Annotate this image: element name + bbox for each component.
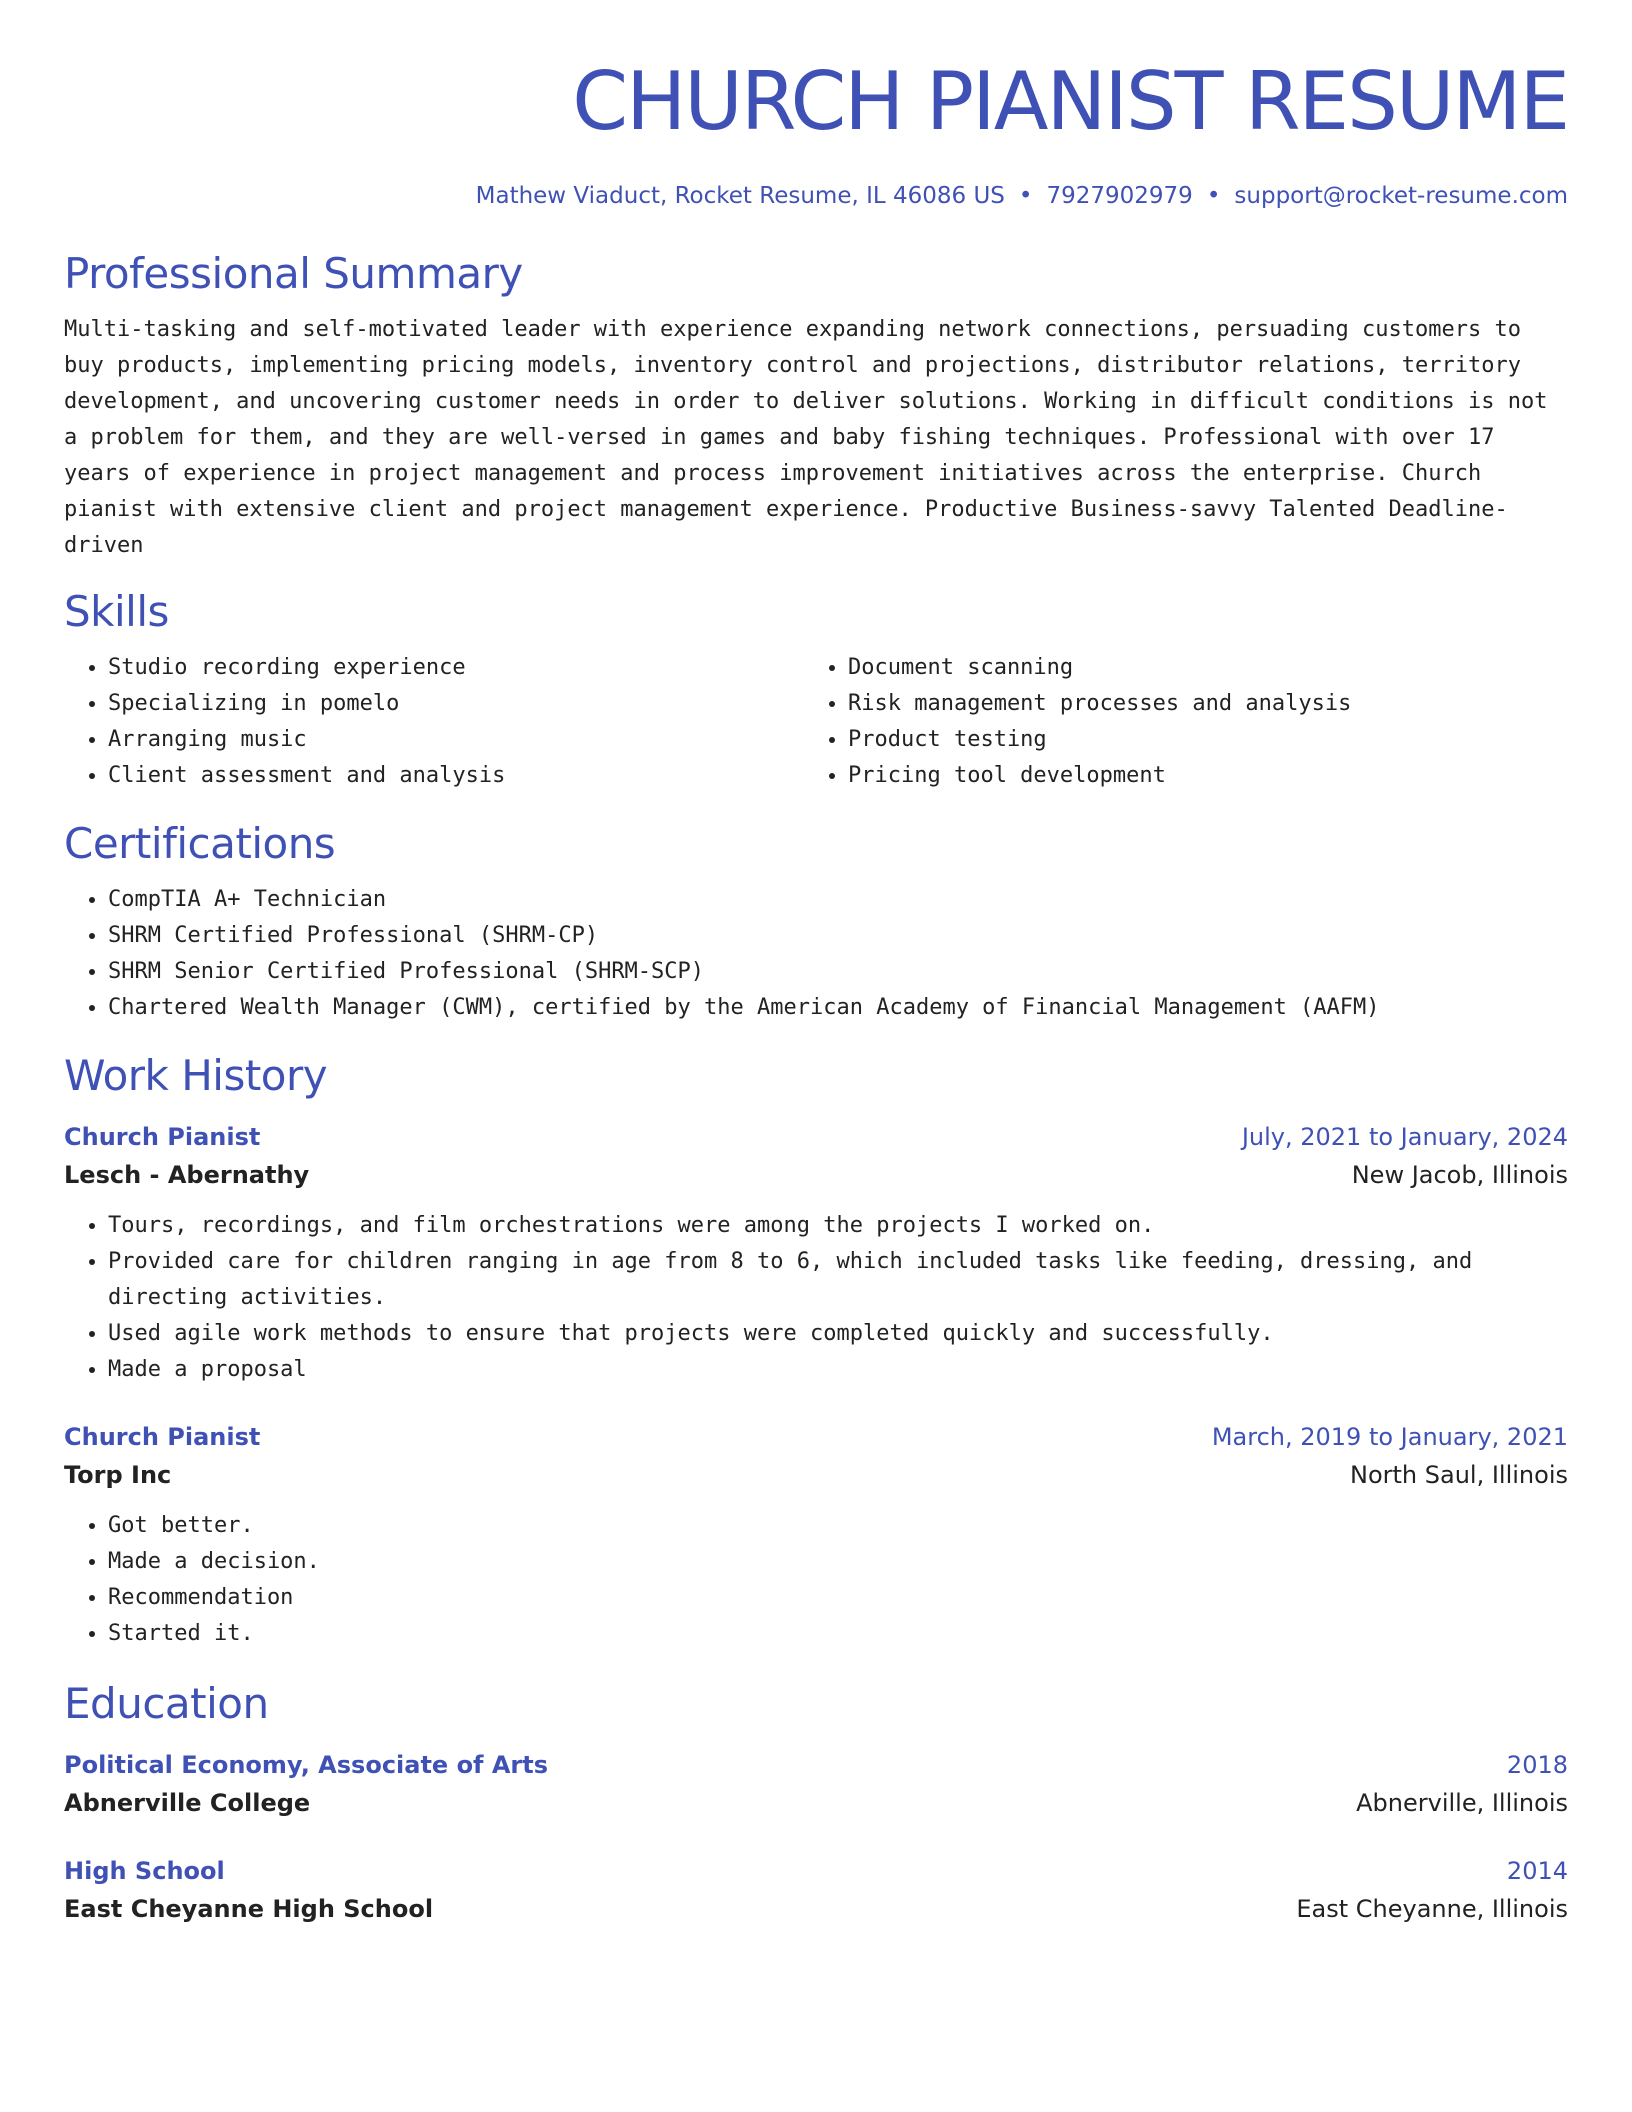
skill-item: • Product testing xyxy=(848,722,1544,758)
skill-item: • Specializing in pomelo xyxy=(108,686,804,722)
education-degree: High School xyxy=(64,1857,225,1885)
work-history-heading: Work History xyxy=(64,1051,328,1100)
contact-separator: • xyxy=(1206,183,1221,209)
certifications-list xyxy=(64,882,1568,1026)
education-location: East Cheyanne, Illinois xyxy=(1296,1895,1568,1923)
job-duty: • Recommendation xyxy=(108,1580,1568,1616)
education-location: Abnerville, Illinois xyxy=(1356,1789,1568,1817)
contact-address: Mathew Viaduct, Rocket Resume, IL 46086 US xyxy=(475,183,1005,209)
job-duty: • Made a decision. xyxy=(108,1544,1568,1580)
education-school: Abnerville College xyxy=(64,1789,311,1817)
skills-column-left xyxy=(64,650,804,794)
job-duties xyxy=(64,1508,1568,1652)
job-duty: • Provided care for children ranging in age from 8 to 6, which included tasks like feeding, dressing, and directing activities. xyxy=(108,1244,1568,1316)
skill-item: • Document scanning xyxy=(848,650,1544,686)
job-duties xyxy=(64,1208,1568,1388)
education-year: 2014 xyxy=(1506,1857,1568,1885)
skills-heading: Skills xyxy=(64,587,169,636)
education-entry xyxy=(64,1852,1568,1928)
certification-item: • Chartered Wealth Manager (CWM), certified by the American Academy of Financial Management (AAFM) xyxy=(108,990,1568,1026)
professional-summary-heading: Professional Summary xyxy=(64,249,523,298)
job-title: Church Pianist xyxy=(64,1123,261,1151)
contact-phone: 7927902979 xyxy=(1046,183,1193,209)
certification-item: • SHRM Senior Certified Professional (SHRM-SCP) xyxy=(108,954,1568,990)
job-company: Torp Inc xyxy=(64,1461,172,1489)
education-degree: Political Economy, Associate of Arts xyxy=(64,1751,549,1779)
job-title: Church Pianist xyxy=(64,1423,261,1451)
professional-summary-text: Multi-tasking and self-motivated leader with experience expanding network connections, persuading customers to buy products, implementing pricing models, inventory control and projections, distributor relations, territory development, and uncovering customer needs in order to deliver solutions. Working in difficult conditions is not a problem for them, and they are well-versed in games and baby fishing techniques. Professional with over 17 years of experience in project management and process improvement initiatives across the enterprise. Church pianist with extensive client and project management experience. Productive Business-savvy Talented Deadline-driven xyxy=(64,317,1548,558)
education-heading: Education xyxy=(64,1679,269,1728)
certification-item: • SHRM Certified Professional (SHRM-CP) xyxy=(108,918,1568,954)
skill-item: • Client assessment and analysis xyxy=(108,758,804,794)
job-location: New Jacob, Illinois xyxy=(1351,1161,1568,1189)
skills-list xyxy=(64,650,1568,794)
job-duty: • Made a proposal xyxy=(108,1352,1568,1388)
skill-item: • Pricing tool development xyxy=(848,758,1544,794)
job-company: Lesch - Abernathy xyxy=(64,1161,310,1189)
job-duty: • Started it. xyxy=(108,1616,1568,1652)
certifications-heading: Certifications xyxy=(64,819,336,868)
certification-item: • CompTIA A+ Technician xyxy=(108,882,1568,918)
job-location: North Saul, Illinois xyxy=(1350,1461,1568,1489)
skills-column-right xyxy=(804,650,1544,794)
job-duty: • Got better. xyxy=(108,1508,1568,1544)
contact-separator: • xyxy=(1018,183,1033,209)
education-entry xyxy=(64,1746,1568,1822)
job-entry xyxy=(64,1118,1568,1388)
contact-email[interactable]: support@rocket-resume.com xyxy=(1234,183,1568,209)
skill-item: • Arranging music xyxy=(108,722,804,758)
education-year: 2018 xyxy=(1506,1751,1568,1779)
resume-title: CHURCH PIANIST RESUME xyxy=(572,55,1568,148)
job-dates: July, 2021 to January, 2024 xyxy=(1241,1123,1568,1151)
job-entry xyxy=(64,1418,1568,1652)
education-school: East Cheyanne High School xyxy=(64,1895,434,1923)
contact-line xyxy=(64,180,1568,212)
job-duty: • Used agile work methods to ensure that projects were completed quickly and successfully. xyxy=(108,1316,1568,1352)
job-duty: • Tours, recordings, and film orchestrations were among the projects I worked on. xyxy=(108,1208,1568,1244)
skill-item: • Risk management processes and analysis xyxy=(848,686,1544,722)
job-dates: March, 2019 to January, 2021 xyxy=(1211,1423,1568,1451)
skill-item: • Studio recording experience xyxy=(108,650,804,686)
